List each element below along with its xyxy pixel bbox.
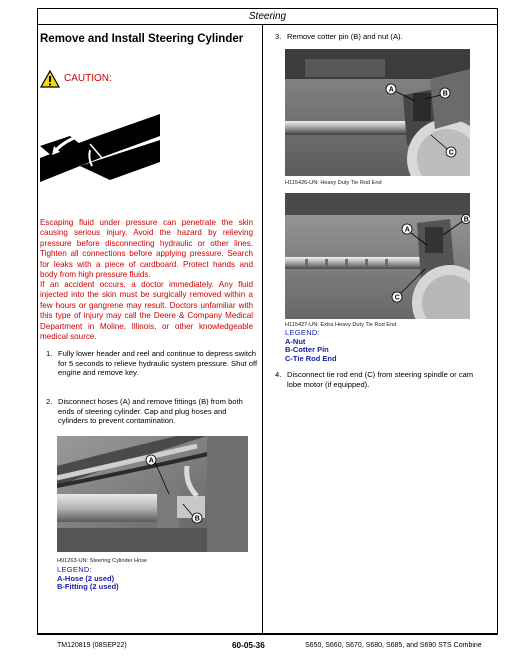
legend-item: C-Tie Rod End (285, 353, 337, 363)
figure-legend (285, 329, 337, 363)
callout-a: A (148, 457, 154, 465)
figure-caption: H115426-UN: Heavy Duty Tie Rod End (285, 180, 382, 186)
page-header-title: Steering (248, 11, 287, 22)
column-divider (262, 24, 263, 634)
step-text: Fully lower header and reel and continue to depress switch for 5 seconds to relieve hydraulic system pressure. Shut off engine and remove key. (58, 349, 258, 378)
footer-doc-id: TM120819 (08SEP22) (57, 642, 127, 649)
step-number: 4. (275, 370, 282, 379)
callout-a: A (404, 226, 410, 234)
warning-paragraph-1: Escaping fluid under pressure can penetrate the skin causing serious injury. Avoid the hazard by relieving pressure before disconnecting hydraulic or other lines. Tighten all connections before applying pressure. Search for leaks with a piece of cardboard. Protect hands and body from high pressure fluids. (40, 218, 253, 280)
extra-heavy-duty-tie-rod-end-photo (285, 193, 470, 319)
footer-page-number: 60-05-36 (232, 641, 265, 650)
legend-item: A-Nut (285, 336, 306, 346)
legend-title: LEGEND: (57, 565, 93, 574)
callout-a: A (388, 86, 394, 94)
footer-model-list: S650, S660, S670, S680, S685, and S690 STS Combine (305, 642, 482, 649)
callout-b: B (463, 216, 469, 224)
step-text: Remove cotter pin (B) and nut (A). (287, 32, 403, 41)
legend-item: A-Hose (2 used) (57, 573, 115, 583)
legend-item: B-Cotter Pin (285, 345, 329, 355)
step-text: Disconnect tie rod end (C) from steering spindle or cam lobe motor (if equipped). (287, 370, 474, 389)
callout-b: B (442, 90, 448, 98)
callout-c: C (448, 149, 454, 157)
step-number: 2. (46, 397, 53, 406)
steering-cylinder-hose-photo (57, 436, 248, 552)
heavy-duty-tie-rod-end-photo (285, 49, 470, 176)
step-number: 3. (275, 32, 282, 41)
callout-c: C (394, 294, 400, 302)
warning-paragraph-2: If an accident occurs, a doctor immediately. Any fluid injected into the skin must be surgically removed within a few hours or gangrene may result. Doctors unfamiliar with this type of injury may call the Deere & Company Medical Department in Moline, Illinois, or other knowledgeable medical source. (40, 280, 253, 342)
figure-legend (57, 566, 119, 592)
figure-caption: H115427-UN: Extra Heavy Duty Tie Rod End (285, 322, 397, 328)
legend-title: LEGEND: (285, 328, 321, 337)
footer-rule (37, 634, 498, 635)
legend-item: B-Fitting (2 used) (57, 582, 119, 592)
caution-icon (40, 70, 60, 93)
figure-caption: H91263-UN: Steering Cylinder Hose (57, 558, 148, 564)
caution-label: CAUTION: (64, 73, 112, 84)
high-pressure-fluid-icon (40, 100, 160, 197)
section-title: Remove and Install Steering Cylinder (40, 33, 244, 45)
step-text: Disconnect hoses (A) and remove fittings (B) from both ends of steering cylinder. Cap and plug hoses and cylinders to prevent contamination. (58, 397, 243, 426)
header-rule (37, 24, 498, 25)
step-number: 1. (46, 349, 53, 358)
callout-b: B (194, 515, 200, 523)
